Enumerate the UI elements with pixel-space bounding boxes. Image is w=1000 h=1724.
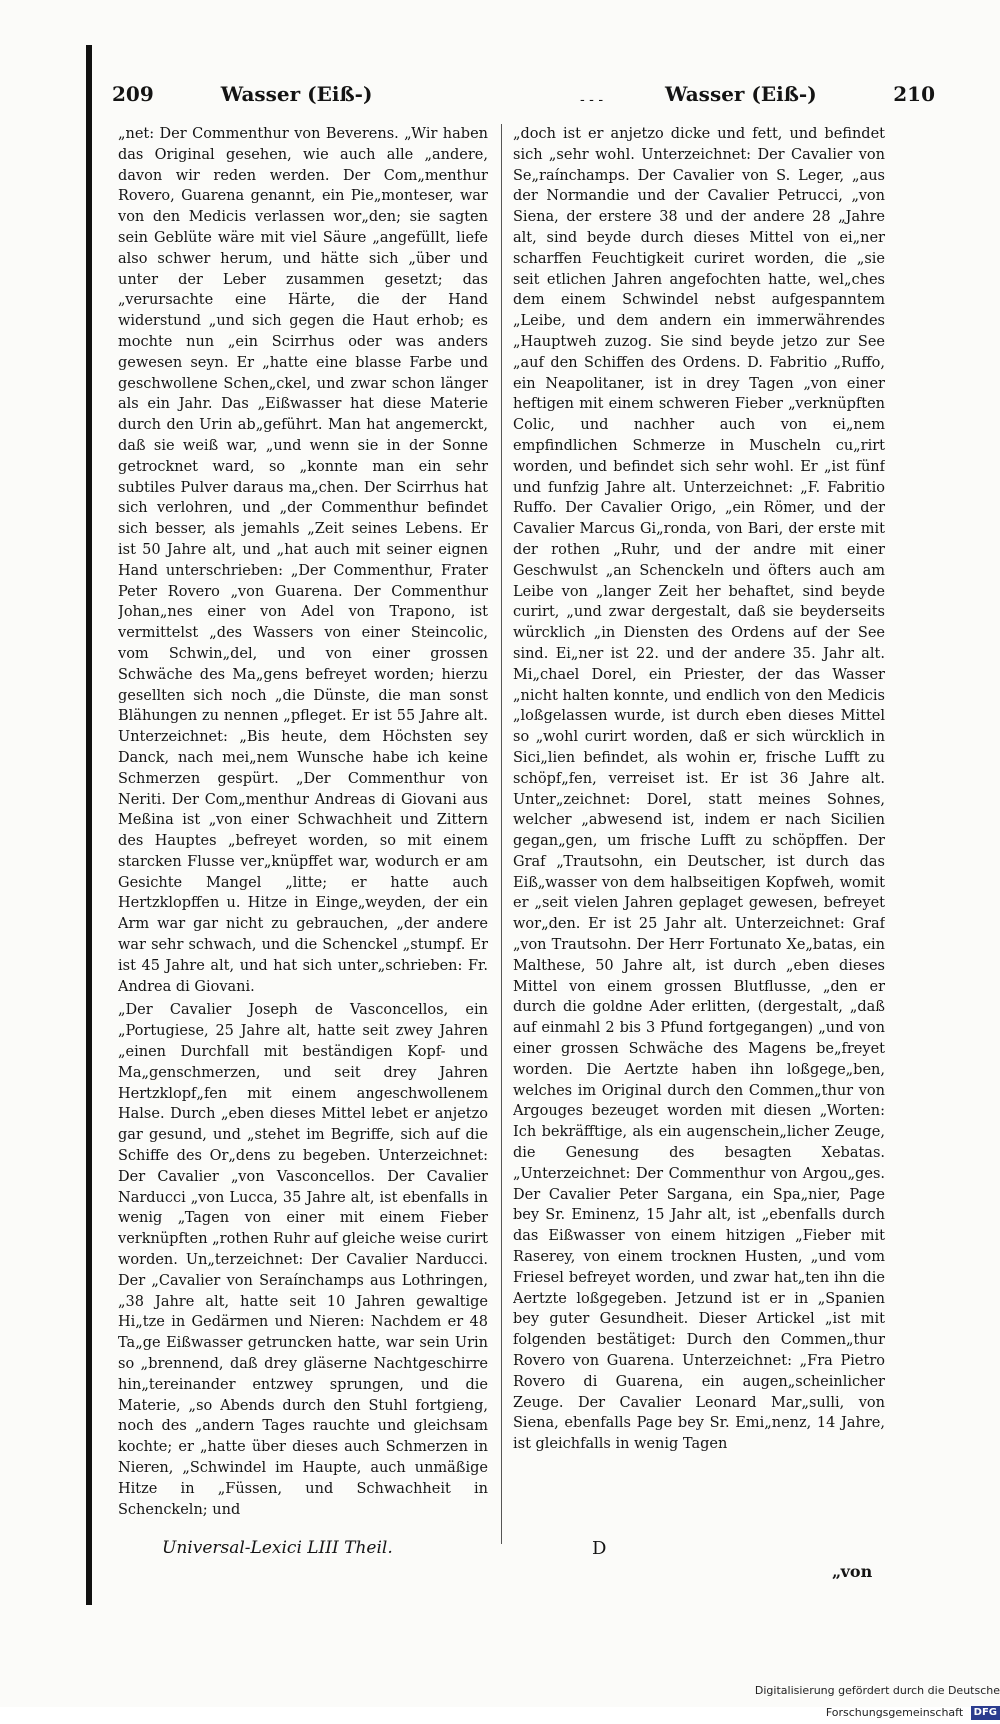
left-running-title: Wasser (Eiß-) [220, 82, 373, 106]
left-paragraph-1: „net: Der Commenthur von Beverens. „Wir haben das Original gesehen, wie auch alle „andere, davon wir reden werden. Der Com„menthur Rovero, Guarena genannt, ein Pie„monteser, war von den Medicis verlassen wor„den; sie sagten sein Geblüte wäre mit viel Säure „angefüllt, liefe also schwer herum, und hätte sich „über und unter der Leber zusammen gesetzt; das „verursachte eine Härte, die der Hand widerstund „und sich gegen die Haut erhob; es mochte nun „ein Scirrhus oder was anders gewesen seyn. Er „hatte eine blasse Farbe und geschwollene Schen„ckel, und zwar schon länger als ein Jahr. Das „Eißwasser hat diese Materie durch den Urin ab„geführt. Man hat angemerckt, daß sie weiß war, „und wenn sie in der Sonne getrocknet ward, so „konnte man ein sehr subtiles Pulver daraus ma„chen. Der Scirrhus hat sich verlohren, und „der Commenthur befindet sich besser, als jemahls „Zeit seines Lebens. Er ist 50 Jahre alt, und „hat auch mit seiner eignen Hand unterschrieben: „Der Commenthur, Frater Peter Rovero „von Guarena. Der Commenthur Johan„nes einer von Adel von Trapono, ist vermittelst „des Wassers von einer Steincolic, vom Schwin„del, und von einer grossen Schwäche des Ma„gens befreyet worden; hierzu gesellten sich noch „die Dünste, die man sonst Blähungen zu nennen „pfleget. Er ist 55 Jahre alt. Unterzeichnet: „Bis heute, dem Höchsten sey Danck, nach mei„nem Wunsche habe ich keine Schmerzen gespürt. „Der Commenthur von Neriti. Der Com„menthur Andreas di Giovani aus Meßina ist „von einer Schwachheit und Zittern des Hauptes „befreyet worden, so mit einem starcken Flusse ver„knüpffet war, wodurch er am Gesichte Mangel „litte; er hatte auch Hertzklopffen u. Hitze in Einge„weyden, der ein Arm war gar nicht zu gebrauchen, „der andere war sehr schwach, und die Schenckel „stumpf. Er ist 45 Jahre alt, und hat sich unter„schrieben: Fr. Andrea di Giovani. [118, 126, 488, 995]
right-paragraph-1: „doch ist er anjetzo dicke und fett, und befindet sich „sehr wohl. Unterzeichnet: Der Cavalier von Se„raínchamps. Der Cavalier von S. Leger, „aus der Normandie und der Cavalier Petrucci, „von Siena, der erstere 38 und der andere 28 „Jahre alt, sind beyde durch dieses Mittel von ei„ner scharffen Feuchtigkeit curiret worden, die „sie seit etlichen Jahren angefochten hatte, wel„ches dem einem Schwindel nebst aufgespanntem „Leibe, und dem andern ein immerwährendes „Hauptweh zuzog. Sie sind beyde jetzo zur See „auf den Schiffen des Ordens. D. Fabritio „Ruffo, ein Neapolitaner, ist in drey Tagen „von einer heftigen mit einem schweren Fieber „verknüpften Colic, und nachher auch von ei„nem empfindlichen Schmerze in Muscheln cu„rirt worden, und befindet sich sehr wohl. Er „ist fünf und funfzig Jahre alt. Unterzeichnet: „F. Fabritio Ruffo. Der Cavalier Origo, „ein Römer, und der Cavalier Marcus Gi„ronda, von Bari, der erste mit der rothen „Ruhr, und der andre mit einer Geschwulst „an Schenckeln und öfters auch am Leibe von „langer Zeit her behaftet, sind beyde curirt, „und zwar dergestalt, daß sie beyderseits würcklich „in Diensten des Ordens auf der See sind. Ei„ner ist 22. und der andere 35. Jahr alt. Mi„chael Dorel, ein Priester, der das Wasser „nicht halten konnte, und endlich von den Medicis „loßgelassen wurde, ist durch eben dieses Mittel so „wohl curirt worden, daß er sich würcklich in Sici„lien befindet, als wohin er, frische Lufft zu schöpf„fen, verreiset ist. Er ist 36 Jahre alt. Unter„zeichnet: Dorel, statt meines Sohnes, welcher „abwesend ist, indem er nach Sicilien gegan„gen, um frische Lufft zu schöpffen. Der Graf „Trautsohn, ein Deutscher, ist durch das Eiß„wasser von dem halbseitigen Kopfweh, womit er „seit vielen Jahren geplaget gewesen, befreyet wor„den. Er ist 25 Jahr alt. Unterzeichnet: Graf „von Trautsohn. Der Herr Fortunato Xe„batas, ein Malthese, 50 Jahre alt, ist durch „eben dieses Mittel von einem grossen Blutflusse, „den er durch die goldne Ader erlitten, (dergestalt, „daß auf einmahl 2 bis 3 Pfund fortgegangen) „und von einer grossen Schwäche des Magens be„freyet worden. Die Aertzte haben ihn loßgege„ben, welches im Original durch den Commen„thur von Argouges bezeuget worden mit diesen „Worten: Ich bekräfftige, als ein augenschein„licher Zeuge, die Genesung des besagten Xebatas. „Unterzeichnet: Der Commenthur von Argou„ges. Der Cavalier Peter Sargana, ein Spa„nier, Page bey Sr. Eminenz, 15 Jahr alt, ist „ebenfalls durch das Eißwasser von einem hitzigen „Fieber mit Raserey, von einem trocknen Husten, „und vom Friesel befreyet worden, und zwar hat„ten ihn die Aertzte loßgegeben. Jetzund ist er in „Spanien bey guter Gesundheit. Dieser Artickel „ist mit folgenden bestätiget: Durch den Commen„thur Rovero von Guarena. Unterzeichnet: „Fra Pietro Rovero di Guarena, ein augen„scheinlicher Zeuge. Der Cavalier Leonard Mar„sulli, von Siena, ebenfalls Page bey Sr. Emi„nenz, 14 Jahre, ist gleichfalls in wenig Tagen [513, 126, 885, 1453]
catchword: „von [832, 1562, 873, 1581]
header-dash: - - - [580, 92, 604, 108]
book-spine-shadow [86, 45, 92, 1605]
signature-letter: D [592, 1538, 607, 1559]
signature-line: Universal-Lexici LIII Theil. [162, 1538, 393, 1558]
right-page-number: 210 [893, 82, 935, 106]
left-paragraph-2: „Der Cavalier Joseph de Vasconcellos, ein „Portugiese, 25 Jahre alt, hatte seit zwey Jahren „einen Durchfall mit beständigen Kopf- und Ma„genschmerzen, und seit drey Jahren Hertzklopf„fen mit einem angeschwollenem Halse. Durch „eben dieses Mittel lebet er anjetzo gar gesund, und „stehet im Begriffe, sich auf die Schiffe des Or„dens zu begeben. Unterzeichnet: Der Cavalier „von Vasconcellos. Der Cavalier Narducci „von Lucca, 35 Jahre alt, ist ebenfalls in wenig „Tagen von einer mit einem Fieber verknüpften „rothen Ruhr auf gleiche weise curirt worden. Un„terzeichnet: Der Cavalier Narducci. Der „Cavalier von Seraínchamps aus Lothringen, „38 Jahre alt, hatte seit 10 Jahren gewaltige Hi„tze in Gedärmen und Nieren: Nachdem er 48 Ta„ge Eißwasser getruncken hatte, war sein Urin so „brennend, daß drey gläserne Nachtgeschirre hin„tereinander entzwey sprungen, und die Materie, „so Abends durch den Stuhl fortgieng, noch des „andern Tages rauchte und gleichsam kochte; er „hatte über dieses auch Schmerzen in Nieren, „Schwindel im Haupte, auch unmäßige Hitze in „Füssen, und Schwachheit in Schenckeln; und [118, 1002, 488, 1518]
right-text-column [513, 124, 885, 1544]
left-page-header [112, 82, 492, 116]
right-running-title: Wasser (Eiß-) [665, 82, 817, 106]
column-divider [501, 124, 502, 1544]
left-page-number: 209 [112, 82, 154, 106]
digitization-footer [655, 1680, 1000, 1719]
right-page-header [535, 82, 935, 116]
dfg-logo: DFG [971, 1706, 1000, 1720]
left-text-column [118, 124, 488, 1544]
footer-text: Digitalisierung gefördert durch die Deutsche Forschungsgemeinschaft [754, 1684, 1000, 1719]
